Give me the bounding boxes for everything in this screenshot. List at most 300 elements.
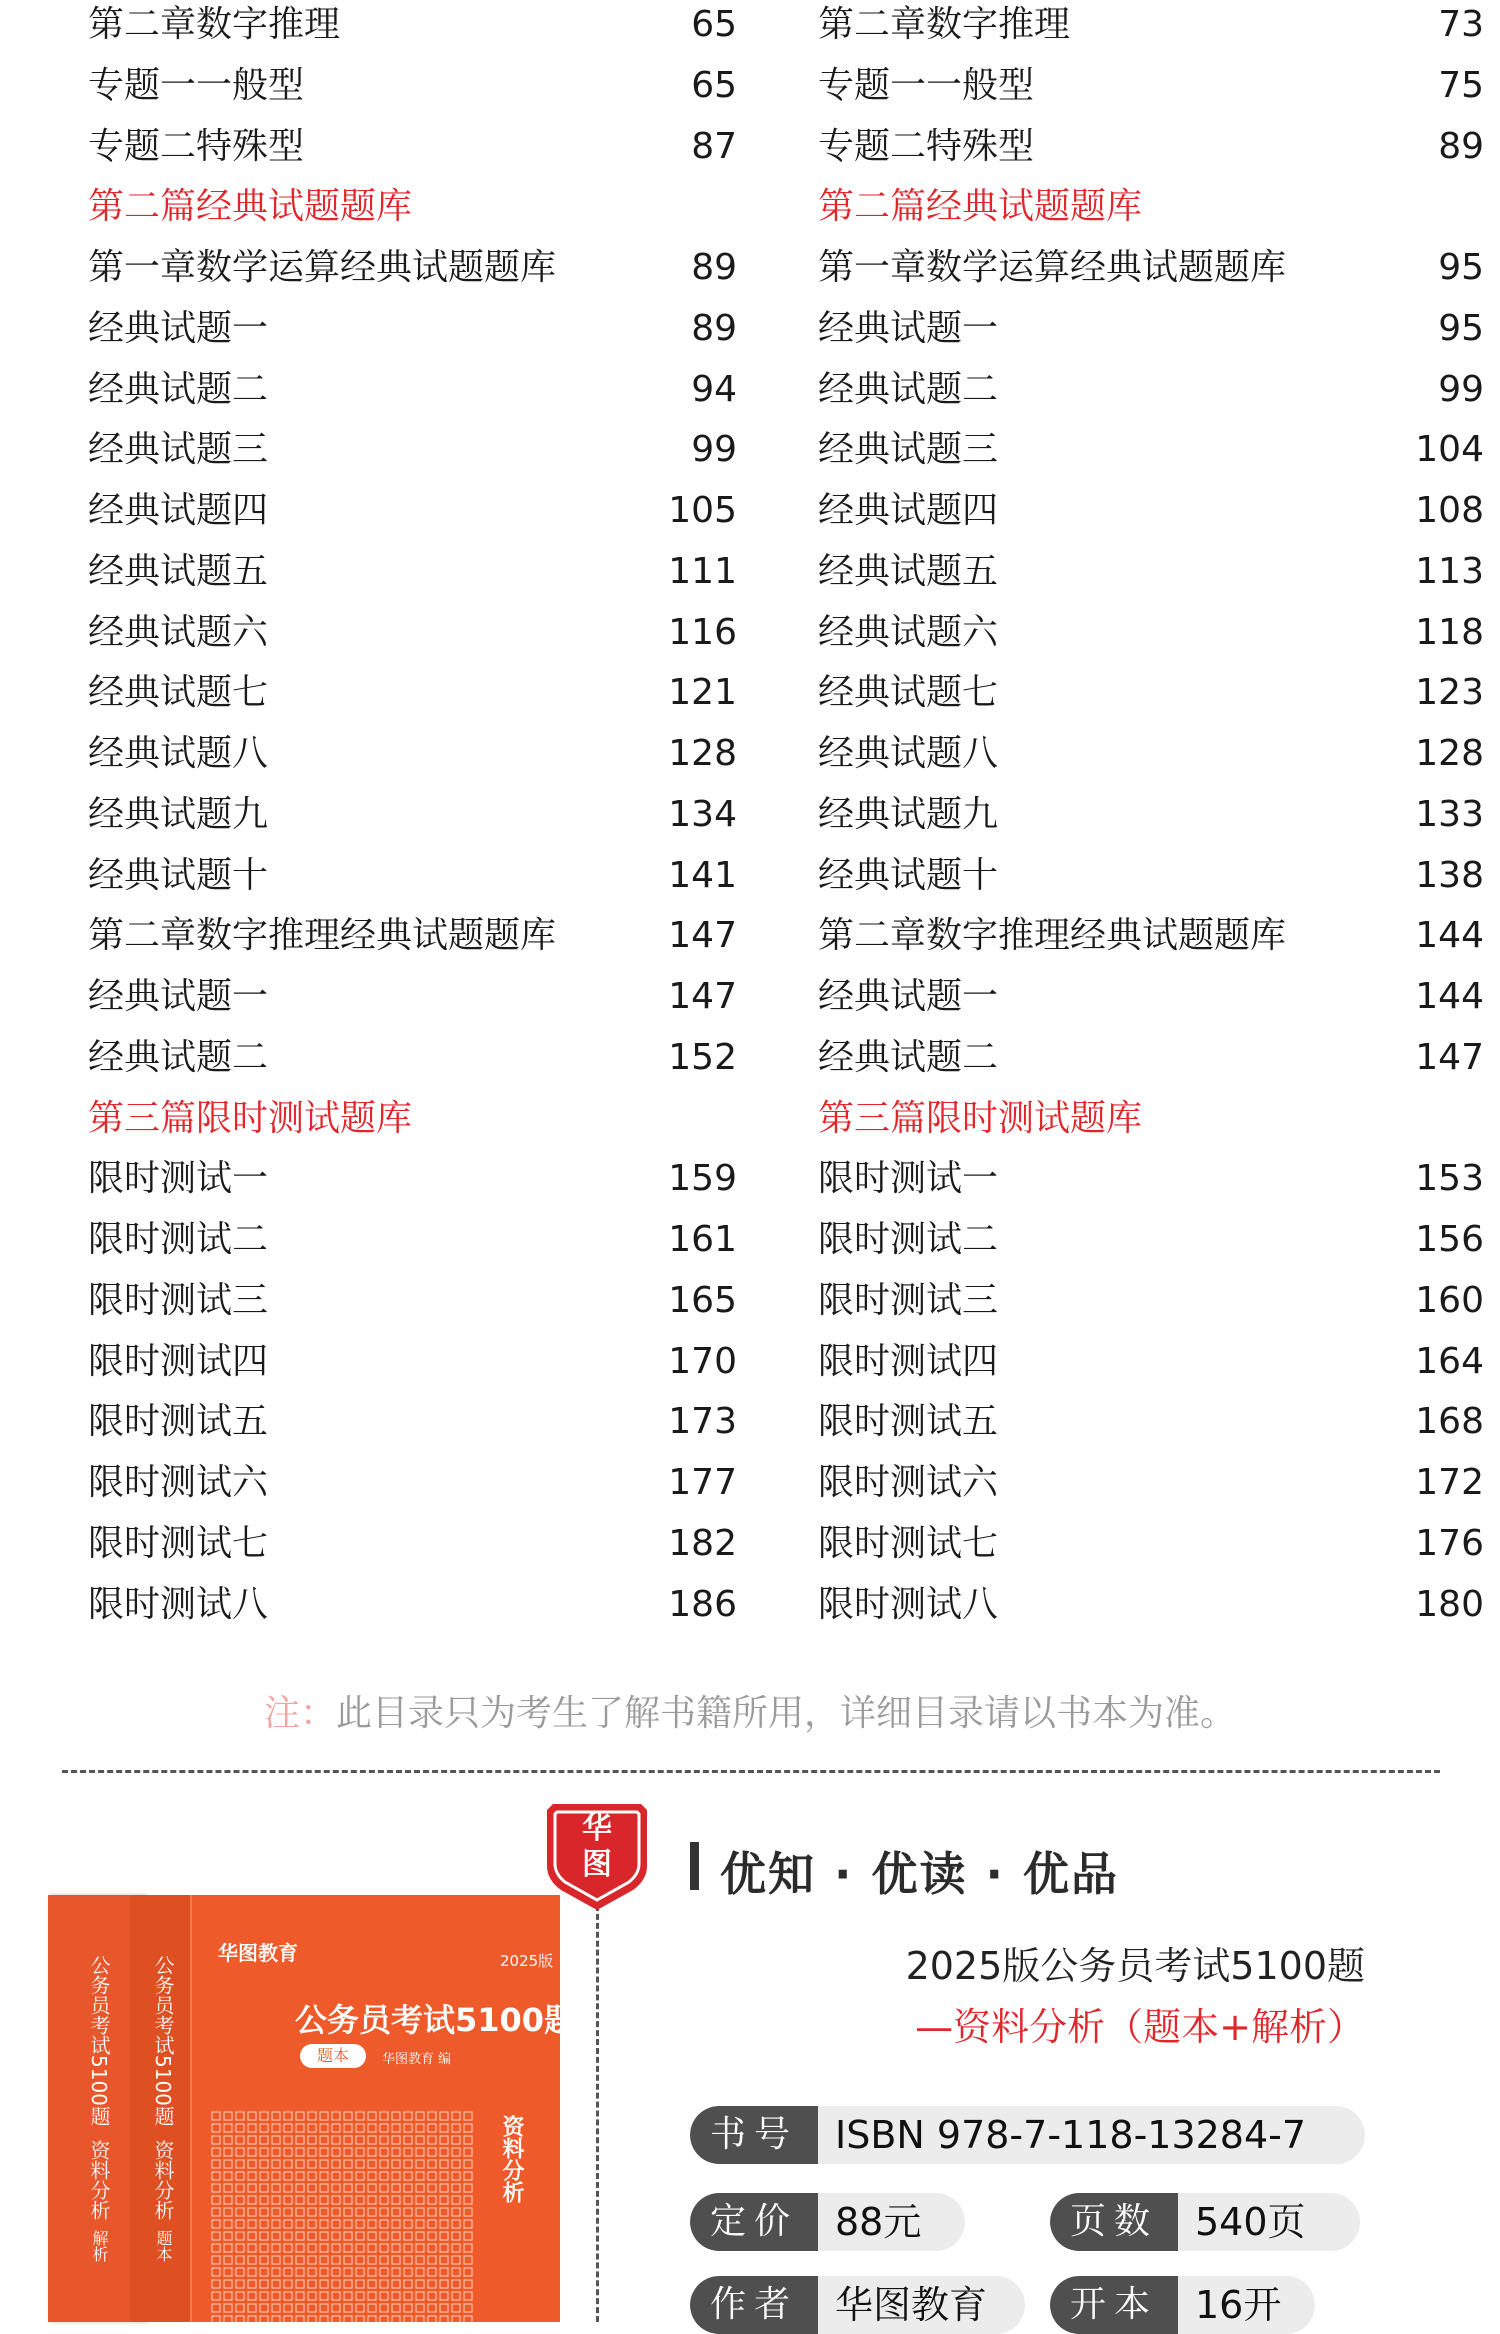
toc-entry-title: 专题二特殊型 bbox=[818, 125, 1035, 167]
grid-cell bbox=[236, 2184, 244, 2192]
toc-entry bbox=[88, 304, 737, 365]
grid-cell bbox=[452, 2112, 460, 2120]
grid-cell bbox=[344, 2160, 352, 2168]
cover-publisher-logo: 华图教育 bbox=[218, 1941, 298, 1965]
toc-entry-title: 限时测试三 bbox=[818, 1279, 999, 1321]
toc-entry-page: 176 bbox=[1415, 1522, 1484, 1564]
grid-cell bbox=[428, 2232, 436, 2240]
logo-char-1: 华 bbox=[582, 1811, 612, 1846]
toc-entry bbox=[818, 1337, 1484, 1398]
pages-label: 页数 bbox=[1050, 2193, 1178, 2251]
cover-author: 华图教育 编 bbox=[382, 2052, 452, 2067]
grid-cell bbox=[260, 2160, 268, 2168]
cover-title: 公务员考试5100题 bbox=[295, 2001, 577, 2039]
grid-cell bbox=[224, 2112, 232, 2120]
grid-cell bbox=[236, 2172, 244, 2180]
toc-entry-title: 经典试题三 bbox=[818, 429, 999, 471]
grid-cell bbox=[440, 2244, 448, 2252]
grid-cell bbox=[428, 2112, 436, 2120]
cover-subject: 资料分析 bbox=[499, 2115, 524, 2203]
grid-cell bbox=[332, 2196, 340, 2204]
toc-entry-title: 第三篇限时测试题库 bbox=[818, 1097, 1143, 1139]
grid-cell bbox=[356, 2172, 364, 2180]
grid-cell bbox=[308, 2268, 316, 2276]
grid-cell bbox=[296, 2232, 304, 2240]
toc-entry-title: 经典试题五 bbox=[818, 550, 999, 592]
grid-cell bbox=[212, 2304, 220, 2312]
grid-cell bbox=[356, 2316, 364, 2322]
grid-cell bbox=[356, 2136, 364, 2144]
grid-cell bbox=[404, 2196, 412, 2204]
toc-entry bbox=[818, 0, 1484, 61]
slogan: 优知 · 优读 · 优品 bbox=[720, 1847, 1120, 1901]
toc-entry-page: 177 bbox=[668, 1462, 737, 1503]
grid-cell bbox=[332, 2124, 340, 2132]
grid-cell bbox=[380, 2136, 388, 2144]
toc-entry-page: 147 bbox=[668, 976, 737, 1017]
grid-cell bbox=[308, 2160, 316, 2168]
grid-cell bbox=[440, 2196, 448, 2204]
toc-entry bbox=[88, 1033, 737, 1094]
grid-cell bbox=[320, 2160, 328, 2168]
toc-entry bbox=[88, 1215, 737, 1276]
grid-cell bbox=[332, 2316, 340, 2322]
grid-cell bbox=[236, 2160, 244, 2168]
grid-cell bbox=[440, 2292, 448, 2300]
toc-entry bbox=[88, 668, 737, 729]
grid-cell bbox=[284, 2268, 292, 2276]
grid-cell bbox=[440, 2268, 448, 2276]
grid-cell bbox=[356, 2112, 364, 2120]
toc-entry-title: 经典试题二 bbox=[88, 1036, 269, 1078]
grid-cell bbox=[320, 2268, 328, 2276]
grid-cell bbox=[392, 2160, 400, 2168]
grid-cell bbox=[344, 2280, 352, 2288]
grid-cell bbox=[332, 2160, 340, 2168]
grid-cell bbox=[224, 2256, 232, 2264]
grid-cell bbox=[260, 2292, 268, 2300]
isbn-pill bbox=[690, 2106, 1365, 2164]
toc-entry-title: 第二篇经典试题题库 bbox=[88, 186, 413, 228]
grid-cell bbox=[428, 2124, 436, 2132]
grid-cell bbox=[320, 2304, 328, 2312]
grid-cell bbox=[404, 2244, 412, 2252]
toc-entry-page: 160 bbox=[1415, 1279, 1484, 1321]
slogan-bar bbox=[690, 1842, 699, 1890]
grid-cell bbox=[236, 2256, 244, 2264]
grid-cell bbox=[380, 2292, 388, 2300]
grid-cell bbox=[392, 2316, 400, 2322]
toc-entry-page: 147 bbox=[1415, 1036, 1484, 1078]
grid-cell bbox=[260, 2280, 268, 2288]
toc-entry bbox=[818, 243, 1484, 304]
grid-cell bbox=[392, 2112, 400, 2120]
grid-cell bbox=[260, 2196, 268, 2204]
grid-cell bbox=[212, 2184, 220, 2192]
toc-entry bbox=[88, 729, 737, 790]
toc-left-column bbox=[88, 0, 737, 1640]
toc-entry-title: 限时测试二 bbox=[818, 1219, 999, 1260]
grid-cell bbox=[284, 2160, 292, 2168]
toc-entry-page: 159 bbox=[668, 1158, 737, 1200]
grid-cell bbox=[248, 2256, 256, 2264]
grid-cell bbox=[260, 2112, 268, 2120]
toc-entry bbox=[818, 1215, 1484, 1276]
grid-cell bbox=[368, 2232, 376, 2240]
grid-cell bbox=[308, 2148, 316, 2156]
grid-cell bbox=[428, 2304, 436, 2312]
dashed-vertical-divider bbox=[596, 1905, 599, 2322]
grid-cell bbox=[236, 2136, 244, 2144]
grid-cell bbox=[380, 2160, 388, 2168]
grid-cell bbox=[392, 2280, 400, 2288]
grid-cell bbox=[272, 2220, 280, 2228]
grid-cell bbox=[248, 2160, 256, 2168]
grid-cell bbox=[404, 2304, 412, 2312]
grid-cell bbox=[296, 2220, 304, 2228]
grid-cell bbox=[224, 2280, 232, 2288]
grid-cell bbox=[356, 2268, 364, 2276]
grid-cell bbox=[464, 2196, 472, 2204]
grid-cell bbox=[224, 2220, 232, 2228]
grid-cell bbox=[416, 2232, 424, 2240]
toc-entry bbox=[818, 911, 1484, 972]
toc-entry-page: 65 bbox=[691, 4, 737, 45]
toc-entry bbox=[88, 547, 737, 608]
grid-cell bbox=[368, 2316, 376, 2322]
grid-cell bbox=[272, 2316, 280, 2322]
toc-entry-title: 专题二特殊型 bbox=[88, 125, 305, 167]
toc-entry bbox=[818, 790, 1484, 851]
grid-cell bbox=[392, 2196, 400, 2204]
grid-cell bbox=[308, 2232, 316, 2240]
grid-cell bbox=[308, 2112, 316, 2120]
grid-cell bbox=[272, 2268, 280, 2276]
grid-cell bbox=[380, 2316, 388, 2322]
toc-entry-page: 104 bbox=[1415, 429, 1484, 471]
format-value: 16开 bbox=[1195, 2283, 1282, 2327]
toc-entry bbox=[818, 547, 1484, 608]
grid-cell bbox=[380, 2172, 388, 2180]
grid-cell bbox=[296, 2160, 304, 2168]
grid-cell bbox=[380, 2232, 388, 2240]
grid-cell bbox=[320, 2112, 328, 2120]
grid-cell bbox=[464, 2112, 472, 2120]
back-spine-title: 公务员考试5100题 bbox=[87, 1955, 111, 2126]
grid-cell bbox=[392, 2232, 400, 2240]
grid-cell bbox=[236, 2304, 244, 2312]
grid-cell bbox=[452, 2232, 460, 2240]
grid-cell bbox=[320, 2124, 328, 2132]
grid-cell bbox=[452, 2208, 460, 2216]
toc-entry-title: 经典试题十 bbox=[88, 854, 269, 896]
toc-entry-page: 141 bbox=[668, 854, 737, 896]
toc-entry-page: 116 bbox=[668, 611, 737, 653]
grid-cell bbox=[344, 2268, 352, 2276]
grid-cell bbox=[236, 2208, 244, 2216]
grid-cell bbox=[272, 2160, 280, 2168]
grid-cell bbox=[236, 2268, 244, 2276]
grid-cell bbox=[332, 2172, 340, 2180]
grid-cell bbox=[260, 2220, 268, 2228]
grid-cell bbox=[272, 2172, 280, 2180]
toc-entry-title: 经典试题八 bbox=[88, 733, 269, 774]
grid-cell bbox=[356, 2232, 364, 2240]
toc-entry-title: 经典试题六 bbox=[88, 611, 269, 653]
cover-badge: 题本 bbox=[300, 2044, 366, 2068]
note-text: 此目录只为考生了解书籍所用，详细目录请以书本为准。 bbox=[336, 1693, 1237, 1734]
toc-entry-page: 161 bbox=[668, 1219, 737, 1260]
grid-cell bbox=[392, 2304, 400, 2312]
grid-cell bbox=[272, 2136, 280, 2144]
grid-cell bbox=[368, 2172, 376, 2180]
grid-cell bbox=[284, 2316, 292, 2322]
toc-entry-page: 108 bbox=[1415, 490, 1484, 531]
toc-right-column bbox=[818, 0, 1484, 1640]
grid-cell bbox=[308, 2124, 316, 2132]
toc-entry-page: 152 bbox=[668, 1036, 737, 1078]
toc-entry-page: 133 bbox=[1415, 793, 1484, 835]
toc-entry-title: 第二章数字推理 bbox=[818, 4, 1071, 45]
toc-entry-title: 限时测试一 bbox=[88, 1158, 269, 1200]
grid-cell bbox=[272, 2208, 280, 2216]
grid-cell bbox=[296, 2136, 304, 2144]
grid-cell bbox=[368, 2292, 376, 2300]
toc-entry-page: 168 bbox=[1415, 1401, 1484, 1443]
grid-cell bbox=[236, 2220, 244, 2228]
grid-cell bbox=[212, 2124, 220, 2132]
toc-entry bbox=[88, 1397, 737, 1458]
toc-entry bbox=[88, 608, 737, 669]
grid-cell bbox=[452, 2316, 460, 2322]
toc-entry-page: 118 bbox=[1415, 611, 1484, 653]
grid-cell bbox=[308, 2172, 316, 2180]
grid-cell bbox=[404, 2232, 412, 2240]
grid-cell bbox=[284, 2196, 292, 2204]
grid-cell bbox=[236, 2124, 244, 2132]
grid-cell bbox=[404, 2220, 412, 2228]
grid-cell bbox=[344, 2256, 352, 2264]
grid-cell bbox=[284, 2292, 292, 2300]
grid-cell bbox=[440, 2280, 448, 2288]
toc-entry bbox=[88, 911, 737, 972]
toc-entry bbox=[88, 61, 737, 122]
grid-cell bbox=[224, 2232, 232, 2240]
grid-cell bbox=[428, 2172, 436, 2180]
toc-entry-page: 75 bbox=[1438, 64, 1484, 106]
grid-cell bbox=[212, 2208, 220, 2216]
grid-cell bbox=[308, 2280, 316, 2288]
grid-cell bbox=[332, 2292, 340, 2300]
grid-cell bbox=[260, 2148, 268, 2156]
grid-cell bbox=[272, 2124, 280, 2132]
format-label: 开本 bbox=[1050, 2276, 1178, 2334]
grid-cell bbox=[296, 2304, 304, 2312]
grid-cell bbox=[260, 2256, 268, 2264]
grid-cell bbox=[344, 2184, 352, 2192]
grid-cell bbox=[296, 2172, 304, 2180]
toc-entry bbox=[88, 972, 737, 1033]
grid-cell bbox=[440, 2172, 448, 2180]
grid-cell bbox=[416, 2220, 424, 2228]
grid-cell bbox=[440, 2148, 448, 2156]
grid-cell bbox=[416, 2112, 424, 2120]
grid-cell bbox=[404, 2256, 412, 2264]
grid-cell bbox=[464, 2316, 472, 2322]
toc-entry bbox=[818, 851, 1484, 912]
grid-cell bbox=[212, 2316, 220, 2322]
grid-cell bbox=[248, 2112, 256, 2120]
toc-entry-title: 经典试题九 bbox=[818, 793, 999, 835]
toc-entry-page: 138 bbox=[1415, 854, 1484, 896]
grid-cell bbox=[452, 2304, 460, 2312]
grid-cell bbox=[404, 2316, 412, 2322]
grid-cell bbox=[356, 2208, 364, 2216]
grid-cell bbox=[296, 2256, 304, 2264]
grid-cell bbox=[464, 2268, 472, 2276]
grid-cell bbox=[380, 2244, 388, 2252]
grid-cell bbox=[344, 2196, 352, 2204]
toc-entry-title: 限时测试四 bbox=[818, 1340, 999, 1382]
toc-section-heading bbox=[88, 182, 688, 243]
grid-cell bbox=[308, 2136, 316, 2144]
grid-cell bbox=[344, 2292, 352, 2300]
toc-entry-page: 121 bbox=[668, 672, 737, 714]
toc-entry-title: 限时测试五 bbox=[88, 1401, 269, 1443]
grid-cell bbox=[416, 2184, 424, 2192]
toc-entry bbox=[818, 1397, 1484, 1458]
grid-cell bbox=[296, 2268, 304, 2276]
grid-cell bbox=[284, 2172, 292, 2180]
grid-cell bbox=[440, 2184, 448, 2192]
grid-cell bbox=[464, 2292, 472, 2300]
toc-entry-title: 经典试题七 bbox=[88, 672, 269, 714]
toc-entry-title: 第一章数学运算经典试题题库 bbox=[88, 247, 557, 288]
grid-cell bbox=[356, 2196, 364, 2204]
grid-cell bbox=[380, 2124, 388, 2132]
grid-cell bbox=[392, 2256, 400, 2264]
grid-cell bbox=[248, 2184, 256, 2192]
toc-entry-title: 限时测试六 bbox=[88, 1462, 269, 1503]
grid-cell bbox=[404, 2172, 412, 2180]
grid-cell bbox=[224, 2268, 232, 2276]
grid-cell bbox=[260, 2304, 268, 2312]
grid-cell bbox=[464, 2160, 472, 2168]
grid-cell bbox=[236, 2232, 244, 2240]
grid-cell bbox=[380, 2268, 388, 2276]
grid-cell bbox=[368, 2196, 376, 2204]
grid-cell bbox=[404, 2136, 412, 2144]
grid-cell bbox=[248, 2148, 256, 2156]
grid-cell bbox=[272, 2148, 280, 2156]
grid-cell bbox=[308, 2256, 316, 2264]
grid-cell bbox=[332, 2148, 340, 2156]
toc-entry-page: 164 bbox=[1415, 1340, 1484, 1382]
grid-cell bbox=[356, 2244, 364, 2252]
grid-cell bbox=[332, 2304, 340, 2312]
grid-cell bbox=[452, 2172, 460, 2180]
toc-entry-title: 限时测试三 bbox=[88, 1279, 269, 1321]
toc-entry-title: 经典试题四 bbox=[818, 490, 999, 531]
grid-cell bbox=[452, 2160, 460, 2168]
grid-cell bbox=[308, 2184, 316, 2192]
grid-cell bbox=[224, 2172, 232, 2180]
grid-cell bbox=[332, 2112, 340, 2120]
grid-cell bbox=[464, 2244, 472, 2252]
grid-cell bbox=[416, 2148, 424, 2156]
grid-cell bbox=[428, 2268, 436, 2276]
grid-cell bbox=[416, 2244, 424, 2252]
grid-cell bbox=[332, 2268, 340, 2276]
toc-entry bbox=[818, 425, 1484, 486]
toc-entry-title: 经典试题二 bbox=[818, 368, 999, 410]
grid-cell bbox=[392, 2208, 400, 2216]
grid-cell bbox=[260, 2172, 268, 2180]
grid-cell bbox=[272, 2292, 280, 2300]
grid-cell bbox=[284, 2232, 292, 2240]
grid-cell bbox=[452, 2136, 460, 2144]
grid-cell bbox=[260, 2124, 268, 2132]
grid-cell bbox=[248, 2172, 256, 2180]
grid-cell bbox=[416, 2196, 424, 2204]
toc-entry-page: 182 bbox=[668, 1522, 737, 1564]
toc-entry bbox=[88, 425, 737, 486]
toc-entry bbox=[88, 486, 737, 547]
grid-cell bbox=[344, 2112, 352, 2120]
grid-cell bbox=[464, 2184, 472, 2192]
grid-cell bbox=[464, 2208, 472, 2216]
grid-cell bbox=[440, 2124, 448, 2132]
author-label: 作者 bbox=[690, 2276, 818, 2334]
toc-entry-title: 限时测试二 bbox=[88, 1219, 269, 1260]
toc-entry-page: 73 bbox=[1438, 4, 1484, 45]
grid-cell bbox=[332, 2256, 340, 2264]
grid-cell bbox=[272, 2304, 280, 2312]
toc-entry bbox=[88, 851, 737, 912]
grid-cell bbox=[428, 2244, 436, 2252]
back-spine-subject: 资料分析 bbox=[87, 2140, 111, 2220]
grid-cell bbox=[428, 2316, 436, 2322]
grid-cell bbox=[332, 2244, 340, 2252]
grid-cell bbox=[368, 2184, 376, 2192]
grid-cell bbox=[224, 2244, 232, 2252]
grid-cell bbox=[392, 2244, 400, 2252]
front-spine-title: 公务员考试5100题 bbox=[151, 1955, 175, 2126]
grid-cell bbox=[212, 2292, 220, 2300]
grid-cell bbox=[296, 2184, 304, 2192]
grid-cell bbox=[272, 2184, 280, 2192]
grid-cell bbox=[320, 2136, 328, 2144]
toc-entry bbox=[88, 1580, 737, 1641]
grid-cell bbox=[296, 2316, 304, 2322]
isbn-value: ISBN 978-7-118-13284-7 bbox=[835, 2113, 1307, 2157]
toc-entry bbox=[818, 304, 1484, 365]
grid-cell bbox=[368, 2304, 376, 2312]
grid-cell bbox=[284, 2304, 292, 2312]
grid-cell bbox=[356, 2184, 364, 2192]
grid-cell bbox=[248, 2268, 256, 2276]
grid-cell bbox=[464, 2136, 472, 2144]
grid-cell bbox=[272, 2280, 280, 2288]
grid-cell bbox=[344, 2220, 352, 2228]
toc-entry-page: 180 bbox=[1415, 1583, 1484, 1625]
toc-entry-page: 144 bbox=[1415, 976, 1484, 1017]
toc-entry-title: 经典试题七 bbox=[818, 672, 999, 714]
grid-cell bbox=[356, 2160, 364, 2168]
grid-cell bbox=[392, 2148, 400, 2156]
grid-cell bbox=[212, 2268, 220, 2276]
toc-entry bbox=[818, 972, 1484, 1033]
